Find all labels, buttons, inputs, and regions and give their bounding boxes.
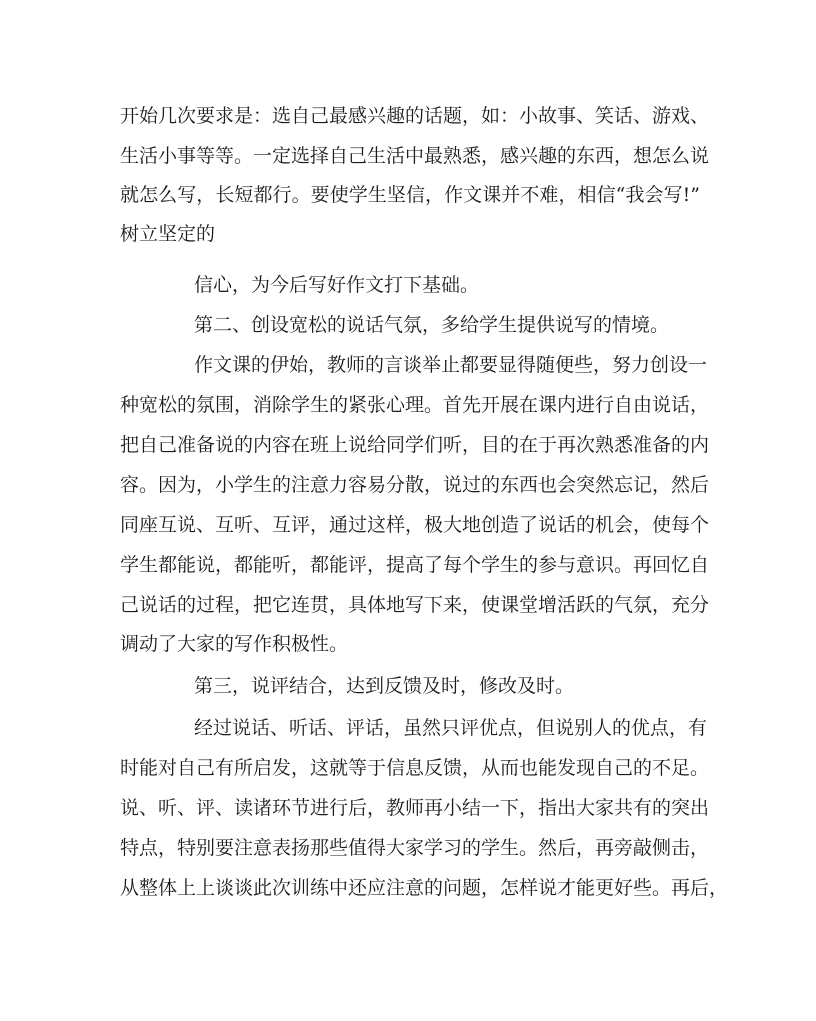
- text-line: 信心，为今后写好作文打下基础。: [194, 274, 480, 296]
- text-line: 特点，特别要注意表扬那些值得大家学习的学生。然后，再旁敲侧击，: [120, 837, 710, 859]
- text-line: 生活小事等等。一定选择自己生活中最熟悉，感兴趣的东西，想怎么说: [120, 145, 710, 167]
- section-heading: 第三，说评结合，达到反馈及时，修改及时。: [194, 675, 575, 697]
- text-line: 把自己准备说的内容在班上说给同学们听，目的在于再次熟悉准备的内: [120, 434, 710, 456]
- text-line: 时能对自己有所启发，这就等于信息反馈，从而也能发现自己的不足。: [120, 757, 710, 779]
- text-line: 树立坚定的: [120, 223, 216, 245]
- text-line: 开始几次要求是：选自己最感兴趣的话题，如：小故事、笑话、游戏、: [120, 105, 710, 127]
- text-line: 调动了大家的写作积极性。: [120, 633, 349, 655]
- text-line: 同座互说、互听、互评，通过这样，极大地创造了说话的机会，使每个: [120, 514, 710, 536]
- text-line: 经过说话、听话、评话，虽然只评优点，但说别人的优点，有: [194, 717, 708, 739]
- section-heading: 第二、创设宽松的说话气氛，多给学生提供说写的情境。: [194, 314, 670, 336]
- text-line: 容。因为，小学生的注意力容易分散，说过的东西也会突然忘记，然后: [120, 474, 710, 496]
- text-line: 就怎么写，长短都行。要使学生坚信，作文课并不难，相信“我会写!”: [120, 184, 700, 206]
- text-line: 说、听、评、读诸环节进行后，教师再小结一下，指出大家共有的突出: [120, 797, 710, 819]
- text-line: 作文课的伊始，教师的言谈举止都要显得随便些，努力创设一: [194, 354, 708, 376]
- text-line: 从整体上上谈谈此次训练中还应注意的问题，怎样说才能更好些。再后，: [120, 877, 729, 899]
- text-line: 己说话的过程，把它连贯，具体地写下来，使课堂增活跃的气氛，充分: [120, 594, 710, 616]
- text-line: 种宽松的氛围，消除学生的紧张心理。首先开展在课内进行自由说话，: [120, 394, 710, 416]
- text-line: 学生都能说，都能听，都能评，提高了每个学生的参与意识。再回忆自: [120, 554, 710, 576]
